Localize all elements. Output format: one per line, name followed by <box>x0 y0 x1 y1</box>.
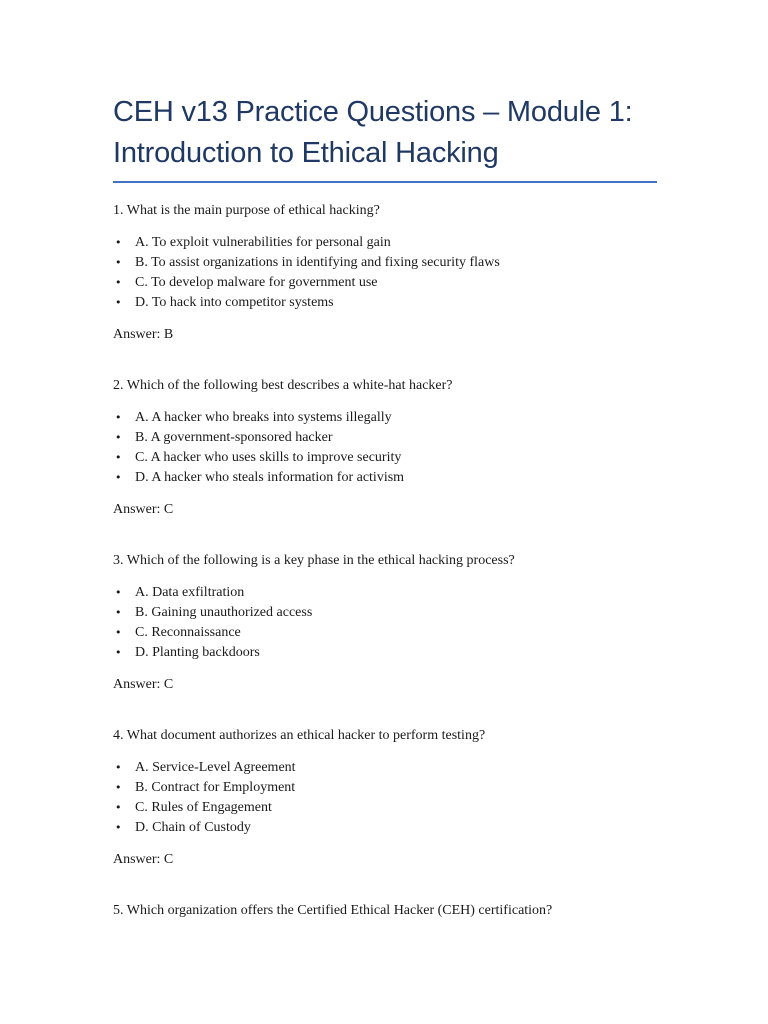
question-text: 5. Which organization offers the Certified Ethical Hacker (CEH) certification? <box>113 903 553 918</box>
question-block-1 <box>113 201 658 345</box>
question-block-4 <box>113 726 658 870</box>
bullet-icon: • <box>115 626 122 639</box>
option-item <box>113 623 658 643</box>
option-text: C. Reconnaissance <box>135 625 241 640</box>
options-list <box>113 408 658 488</box>
bullet-icon: • <box>115 821 122 834</box>
option-item <box>113 273 658 293</box>
bullet-icon: • <box>115 296 122 309</box>
option-item <box>113 778 658 798</box>
option-text: B. To assist organizations in identifying and fixing security flaws <box>135 255 500 270</box>
bullet-icon: • <box>115 646 122 659</box>
option-item <box>113 583 658 603</box>
option-item <box>113 643 658 663</box>
options-list <box>113 233 658 313</box>
option-item <box>113 818 658 838</box>
option-item <box>113 428 658 448</box>
bullet-icon: • <box>115 781 122 794</box>
question-block-2 <box>113 376 658 520</box>
question-text: 4. What document authorizes an ethical hacker to perform testing? <box>113 728 486 743</box>
question-block-3 <box>113 551 658 695</box>
question-text: 2. Which of the following best describes a white-hat hacker? <box>113 378 453 393</box>
option-item <box>113 293 658 313</box>
bullet-icon: • <box>115 586 122 599</box>
bullet-icon: • <box>115 236 122 249</box>
answer-text: Answer: C <box>113 852 174 867</box>
title-line-1: CEH v13 Practice Questions – Module 1: <box>113 96 633 128</box>
option-text: B. A government-sponsored hacker <box>135 430 333 445</box>
option-item <box>113 408 658 428</box>
bullet-icon: • <box>115 451 122 464</box>
option-item <box>113 798 658 818</box>
bullet-icon: • <box>115 411 122 424</box>
option-text: A. To exploit vulnerabilities for personal gain <box>135 235 391 250</box>
answer-text: Answer: C <box>113 677 174 692</box>
option-item <box>113 253 658 273</box>
option-text: C. A hacker who uses skills to improve security <box>135 450 402 465</box>
options-list <box>113 583 658 663</box>
bullet-icon: • <box>115 801 122 814</box>
option-text: D. A hacker who steals information for activism <box>135 470 405 485</box>
option-text: A. Data exfiltration <box>135 585 245 600</box>
option-text: C. To develop malware for government use <box>135 275 378 290</box>
document-page <box>113 92 658 921</box>
option-item <box>113 448 658 468</box>
bullet-icon: • <box>115 761 122 774</box>
bullet-icon: • <box>115 276 122 289</box>
bullet-icon: • <box>115 471 122 484</box>
title-underline <box>113 181 657 183</box>
question-text: 1. What is the main purpose of ethical hacking? <box>113 203 380 218</box>
title-line-2: Introduction to Ethical Hacking <box>113 137 499 169</box>
option-text: A. A hacker who breaks into systems illegally <box>135 410 392 425</box>
option-item <box>113 233 658 253</box>
answer-text: Answer: C <box>113 502 174 517</box>
option-item <box>113 758 658 778</box>
option-item <box>113 603 658 623</box>
question-text: 3. Which of the following is a key phase in the ethical hacking process? <box>113 553 515 568</box>
option-text: B. Contract for Employment <box>135 780 296 795</box>
bullet-icon: • <box>115 256 122 269</box>
option-text: D. Planting backdoors <box>135 645 260 660</box>
page-title <box>113 92 658 174</box>
bullet-icon: • <box>115 431 122 444</box>
answer-text: Answer: B <box>113 327 174 342</box>
bullet-icon: • <box>115 606 122 619</box>
option-item <box>113 468 658 488</box>
question-block-5 <box>113 901 658 921</box>
option-text: D. Chain of Custody <box>135 820 251 835</box>
option-text: A. Service-Level Agreement <box>135 760 296 775</box>
option-text: C. Rules of Engagement <box>135 800 272 815</box>
option-text: B. Gaining unauthorized access <box>135 605 313 620</box>
option-text: D. To hack into competitor systems <box>135 295 334 310</box>
options-list <box>113 758 658 838</box>
